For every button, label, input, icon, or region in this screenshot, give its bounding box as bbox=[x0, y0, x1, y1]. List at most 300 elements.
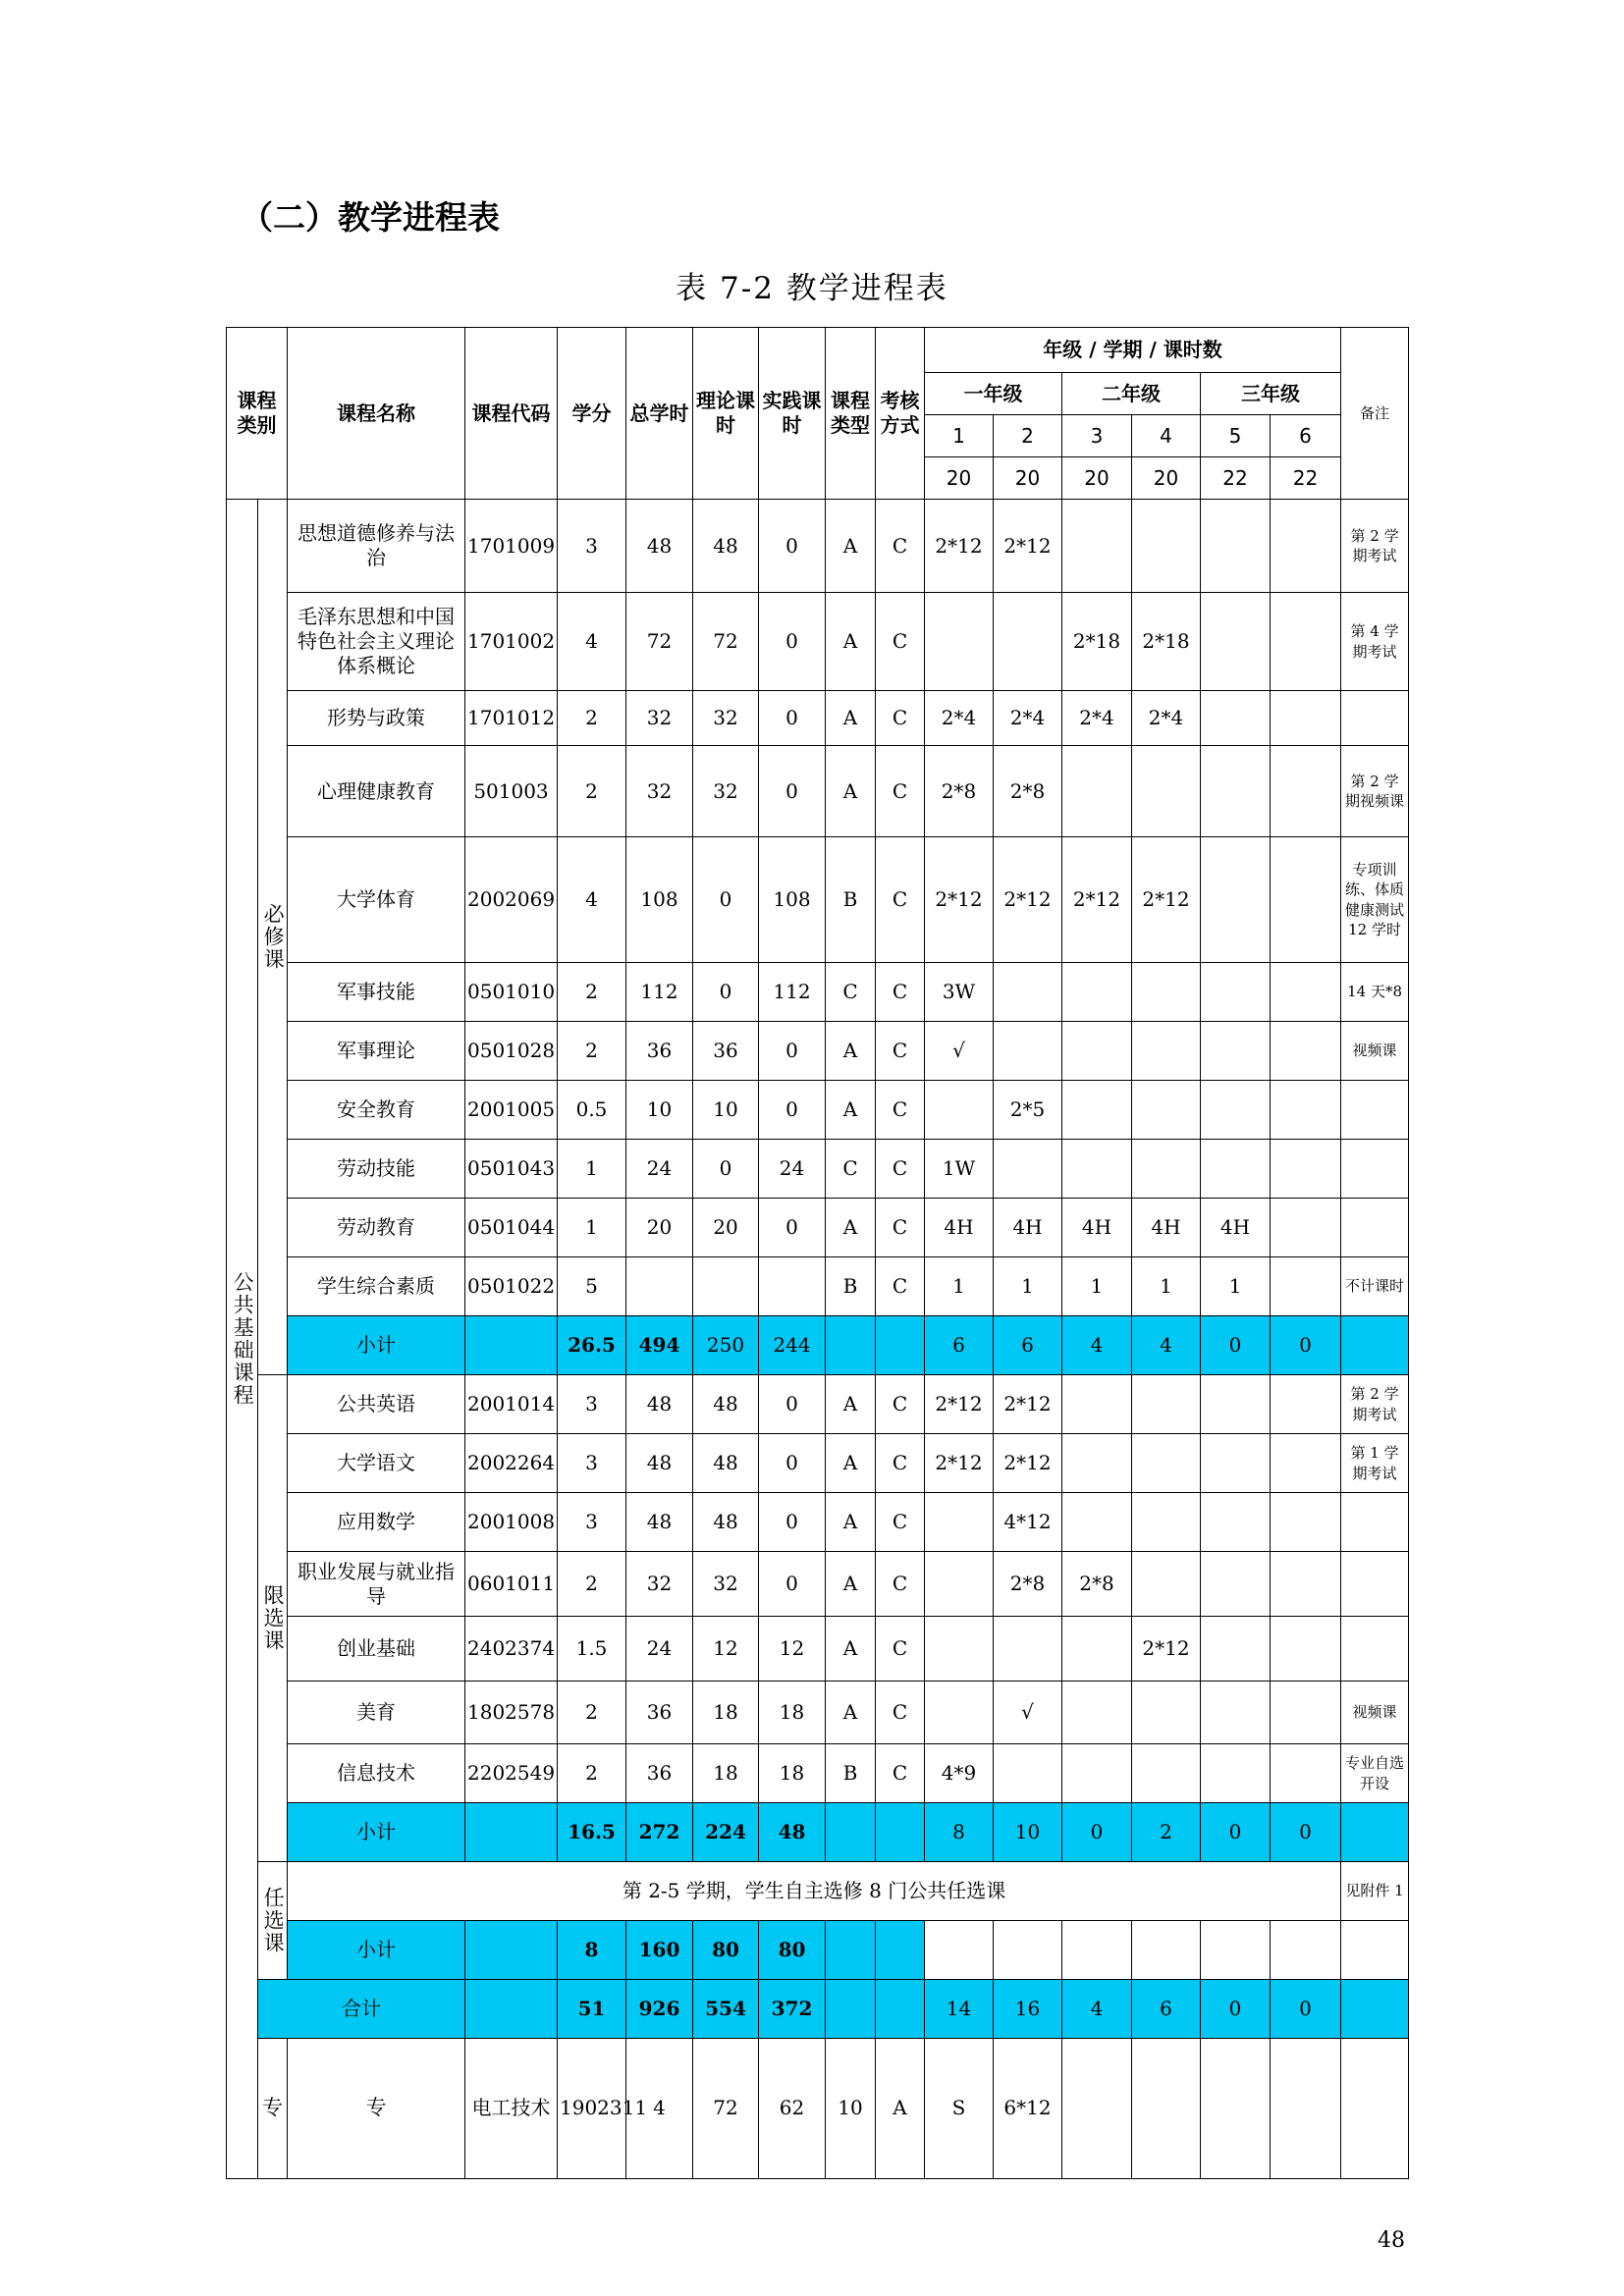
course-semester-5-l6 bbox=[1201, 1744, 1271, 1803]
course-semester-3-r7 bbox=[1062, 1081, 1132, 1140]
course-semester-6-l5 bbox=[1271, 1682, 1341, 1744]
header-name: 课程名称 bbox=[288, 328, 465, 500]
course-semester-5-l5 bbox=[1201, 1682, 1271, 1744]
course-theory-r8: 0 bbox=[693, 1140, 759, 1199]
course-note-r1: 第 4 学期考试 bbox=[1341, 593, 1409, 691]
course-semester-2-r0: 2*12 bbox=[994, 500, 1062, 593]
course-semester-4-l5 bbox=[1132, 1682, 1201, 1744]
course-note-r8 bbox=[1341, 1140, 1409, 1199]
grand-total-semester-3: 4 bbox=[1062, 1980, 1132, 2039]
course-note-l5: 视频课 bbox=[1341, 1682, 1409, 1744]
course-semester-5-r9: 4H bbox=[1201, 1199, 1271, 1257]
course-exam-r10: C bbox=[876, 1257, 925, 1316]
header-semester-3: 3 bbox=[1062, 415, 1132, 457]
table-row bbox=[227, 1199, 1409, 1257]
subtotal-semester-2-req: 6 bbox=[994, 1316, 1062, 1375]
course-type-l1: A bbox=[826, 1434, 876, 1493]
header-semester-4: 4 bbox=[1132, 415, 1201, 457]
course-practice-r8: 24 bbox=[759, 1140, 826, 1199]
header-course-type: 课程类型 bbox=[826, 328, 876, 500]
course-practice-m0: 10 bbox=[826, 2039, 876, 2179]
subtotal-semester-6-req: 0 bbox=[1271, 1316, 1341, 1375]
subtotal-type-ele bbox=[826, 1921, 876, 1980]
course-semester-5-l0 bbox=[1201, 1375, 1271, 1434]
course-code-r2: 1701012 bbox=[465, 691, 558, 746]
course-semester-3-l0 bbox=[1062, 1375, 1132, 1434]
course-theory-r2: 32 bbox=[693, 691, 759, 746]
course-credit-l4: 1.5 bbox=[558, 1617, 626, 1682]
course-code-l6: 2202549 bbox=[465, 1744, 558, 1803]
course-semester-6-r6 bbox=[1271, 1022, 1341, 1081]
course-semester-4-l2 bbox=[1132, 1493, 1201, 1552]
course-semester-5-r5 bbox=[1201, 963, 1271, 1022]
course-exam-r2: C bbox=[876, 691, 925, 746]
course-semester-5-l2 bbox=[1201, 1493, 1271, 1552]
course-note-r9 bbox=[1341, 1199, 1409, 1257]
course-total-r6: 36 bbox=[626, 1022, 693, 1081]
course-exam-l5: C bbox=[876, 1682, 925, 1744]
course-semester-1-r5: 3W bbox=[925, 963, 994, 1022]
course-semester-4-l1 bbox=[1132, 1434, 1201, 1493]
course-semester-6-r4 bbox=[1271, 837, 1341, 963]
course-total-l1: 48 bbox=[626, 1434, 693, 1493]
course-semester-2-l3: 2*8 bbox=[994, 1552, 1062, 1617]
course-practice-r4: 108 bbox=[759, 837, 826, 963]
grand-total-credit: 51 bbox=[558, 1980, 626, 2039]
course-practice-r0: 0 bbox=[759, 500, 826, 593]
course-credit-r6: 2 bbox=[558, 1022, 626, 1081]
table-row bbox=[227, 1617, 1409, 1682]
course-practice-r3: 0 bbox=[759, 746, 826, 837]
course-name-r9: 劳动教育 bbox=[288, 1199, 465, 1257]
course-semester-4-l4: 2*12 bbox=[1132, 1617, 1201, 1682]
course-name-r7: 安全教育 bbox=[288, 1081, 465, 1140]
subtotal-semester-5-req: 0 bbox=[1201, 1316, 1271, 1375]
table-row bbox=[227, 1257, 1409, 1316]
table-row bbox=[227, 837, 1409, 963]
subtotal-exam-req bbox=[876, 1316, 925, 1375]
course-type-r2: A bbox=[826, 691, 876, 746]
course-note-l4 bbox=[1341, 1617, 1409, 1682]
course-semester-3-r2: 2*4 bbox=[1062, 691, 1132, 746]
course-practice-l2: 0 bbox=[759, 1493, 826, 1552]
course-theory-r3: 32 bbox=[693, 746, 759, 837]
category-major: 专 bbox=[258, 2039, 288, 2179]
course-type-r0: A bbox=[826, 500, 876, 593]
course-name-l0: 公共英语 bbox=[288, 1375, 465, 1434]
course-semester-3-l4 bbox=[1062, 1617, 1132, 1682]
course-exam-l1: C bbox=[876, 1434, 925, 1493]
course-practice-l5: 18 bbox=[759, 1682, 826, 1744]
course-semester-3-l1 bbox=[1062, 1434, 1132, 1493]
subtotal-semester-5-lim: 0 bbox=[1201, 1803, 1271, 1862]
course-semester-2-r2: 2*4 bbox=[994, 691, 1062, 746]
course-exam-r1: C bbox=[876, 593, 925, 691]
subtotal-semester-3-lim: 0 bbox=[1062, 1803, 1132, 1862]
course-semester-3-r3 bbox=[1062, 746, 1132, 837]
subtotal-exam-ele bbox=[876, 1921, 925, 1980]
course-semester-6-r10 bbox=[1271, 1257, 1341, 1316]
course-credit-r0: 3 bbox=[558, 500, 626, 593]
course-credit-r5: 2 bbox=[558, 963, 626, 1022]
course-type-l6: B bbox=[826, 1744, 876, 1803]
course-theory-r6: 36 bbox=[693, 1022, 759, 1081]
header-semester-6: 6 bbox=[1271, 415, 1341, 457]
course-type-l0: A bbox=[826, 1375, 876, 1434]
course-semester-1-r9: 4H bbox=[925, 1199, 994, 1257]
course-semester-2-r6 bbox=[994, 1022, 1062, 1081]
course-name-r3: 心理健康教育 bbox=[288, 746, 465, 837]
course-name-r10: 学生综合素质 bbox=[288, 1257, 465, 1316]
grand-total-type bbox=[826, 1980, 876, 2039]
course-practice-l0: 0 bbox=[759, 1375, 826, 1434]
table-row bbox=[227, 963, 1409, 1022]
course-code-r8: 0501043 bbox=[465, 1140, 558, 1199]
course-practice-r2: 0 bbox=[759, 691, 826, 746]
course-semester-5-l4 bbox=[1201, 1617, 1271, 1682]
course-theory-r1: 72 bbox=[693, 593, 759, 691]
subtotal-type-req bbox=[826, 1316, 876, 1375]
table-row bbox=[227, 1552, 1409, 1617]
course-credit-r9: 1 bbox=[558, 1199, 626, 1257]
header-weeks-2: 20 bbox=[994, 457, 1062, 500]
course-code-r9: 0501044 bbox=[465, 1199, 558, 1257]
course-exam-r3: C bbox=[876, 746, 925, 837]
course-code-l3: 0601011 bbox=[465, 1552, 558, 1617]
course-credit-r4: 4 bbox=[558, 837, 626, 963]
course-semester-2-l2: 4*12 bbox=[994, 1493, 1062, 1552]
course-semester-2-r8 bbox=[994, 1140, 1062, 1199]
header-semester-1: 1 bbox=[925, 415, 994, 457]
table-row bbox=[227, 500, 1409, 593]
subtotal-theory-lim: 224 bbox=[693, 1803, 759, 1862]
course-semester-1-r10: 1 bbox=[925, 1257, 994, 1316]
course-total-r3: 32 bbox=[626, 746, 693, 837]
course-semester-1-l2 bbox=[925, 1493, 994, 1552]
subtotal-total-lim: 272 bbox=[626, 1803, 693, 1862]
grand-total-semester-1: 14 bbox=[925, 1980, 994, 2039]
subtotal-semester-2-lim: 10 bbox=[994, 1803, 1062, 1862]
course-semester-5-r4 bbox=[1201, 837, 1271, 963]
course-semester-3-r10: 1 bbox=[1062, 1257, 1132, 1316]
course-practice-r5: 112 bbox=[759, 963, 826, 1022]
course-semester-2-l0: 2*12 bbox=[994, 1375, 1062, 1434]
course-total-r10 bbox=[626, 1257, 693, 1316]
grand-total-exam bbox=[876, 1980, 925, 2039]
grand-total-semester-2: 16 bbox=[994, 1980, 1062, 2039]
grand-total-practice: 372 bbox=[759, 1980, 826, 2039]
header-code: 课程代码 bbox=[465, 328, 558, 500]
header-weeks-5: 22 bbox=[1201, 457, 1271, 500]
header-year2: 二年级 bbox=[1062, 373, 1201, 415]
course-code-l4: 2402374 bbox=[465, 1617, 558, 1682]
category-required: 必修课 bbox=[258, 500, 288, 1375]
course-theory-r0: 48 bbox=[693, 500, 759, 593]
course-type-l4: A bbox=[826, 1617, 876, 1682]
course-code-l5: 1802578 bbox=[465, 1682, 558, 1744]
subtotal-theory-ele: 80 bbox=[693, 1921, 759, 1980]
course-semester-3-m0 bbox=[1132, 2039, 1201, 2179]
course-semester-6-r3 bbox=[1271, 746, 1341, 837]
course-semester-1-l4 bbox=[925, 1617, 994, 1682]
course-theory-m0: 62 bbox=[759, 2039, 826, 2179]
subtotal-note-ele bbox=[1341, 1921, 1409, 1980]
table-row bbox=[227, 1081, 1409, 1140]
category-limited: 限选课 bbox=[258, 1375, 288, 1862]
course-semester-5-l1 bbox=[1201, 1434, 1271, 1493]
course-semester-4-r8 bbox=[1132, 1140, 1201, 1199]
course-practice-r10 bbox=[759, 1257, 826, 1316]
subtotal-semester-3-ele bbox=[1062, 1921, 1132, 1980]
course-total-m0: 72 bbox=[693, 2039, 759, 2179]
subtotal-semester-1-lim: 8 bbox=[925, 1803, 994, 1862]
course-total-r8: 24 bbox=[626, 1140, 693, 1199]
course-name-r8: 劳动技能 bbox=[288, 1140, 465, 1199]
subtotal-practice-ele: 80 bbox=[759, 1921, 826, 1980]
course-semester-2-r3: 2*8 bbox=[994, 746, 1062, 837]
course-semester-2-l6 bbox=[994, 1744, 1062, 1803]
course-semester-2-l4 bbox=[994, 1617, 1062, 1682]
course-semester-4-r5 bbox=[1132, 963, 1201, 1022]
course-semester-4-m0 bbox=[1201, 2039, 1271, 2179]
course-exam-r5: C bbox=[876, 963, 925, 1022]
course-semester-1-r7 bbox=[925, 1081, 994, 1140]
course-semester-5-r6 bbox=[1201, 1022, 1271, 1081]
course-exam-l4: C bbox=[876, 1617, 925, 1682]
course-practice-r7: 0 bbox=[759, 1081, 826, 1140]
course-semester-6-m0 bbox=[1341, 2039, 1409, 2179]
course-semester-1-l1: 2*12 bbox=[925, 1434, 994, 1493]
course-credit-l6: 2 bbox=[558, 1744, 626, 1803]
course-type-l2: A bbox=[826, 1493, 876, 1552]
course-exam-r7: C bbox=[876, 1081, 925, 1140]
subtotal-semester-1-ele bbox=[925, 1921, 994, 1980]
header-exam-method: 考核方式 bbox=[876, 328, 925, 500]
elective-note: 见附件 1 bbox=[1341, 1862, 1409, 1921]
subtotal-label-lim: 小计 bbox=[288, 1803, 465, 1862]
category-public-basic: 公共基础课程 bbox=[227, 500, 258, 2179]
course-semester-4-r10: 1 bbox=[1132, 1257, 1201, 1316]
grand-total-semester-6: 0 bbox=[1271, 1980, 1341, 2039]
course-total-l3: 32 bbox=[626, 1552, 693, 1617]
course-semester-2-r1 bbox=[994, 593, 1062, 691]
course-note-r2 bbox=[1341, 691, 1409, 746]
table-row bbox=[227, 746, 1409, 837]
subtotal-semester-6-ele bbox=[1271, 1921, 1341, 1980]
course-note-r0: 第 2 学期考试 bbox=[1341, 500, 1409, 593]
course-code-l1: 2002264 bbox=[465, 1434, 558, 1493]
course-name-r4: 大学体育 bbox=[288, 837, 465, 963]
course-type-r1: A bbox=[826, 593, 876, 691]
course-semester-1-m0: 6*12 bbox=[994, 2039, 1062, 2179]
course-semester-4-l6 bbox=[1132, 1744, 1201, 1803]
subtotal-note-lim bbox=[1341, 1803, 1409, 1862]
page-number: 48 bbox=[1378, 2228, 1405, 2253]
course-semester-4-l0 bbox=[1132, 1375, 1201, 1434]
course-semester-1-l0: 2*12 bbox=[925, 1375, 994, 1434]
course-semester-2-r9: 4H bbox=[994, 1199, 1062, 1257]
table-row bbox=[227, 1140, 1409, 1199]
course-code-r3: 501003 bbox=[465, 746, 558, 837]
course-exam-r0: C bbox=[876, 500, 925, 593]
subtotal-semester-2-ele bbox=[994, 1921, 1062, 1980]
course-semester-6-l0 bbox=[1271, 1375, 1341, 1434]
grand-total-code bbox=[465, 1980, 558, 2039]
course-semester-2-m0 bbox=[1062, 2039, 1132, 2179]
subtotal-code-lim bbox=[465, 1803, 558, 1862]
course-semester-2-r10: 1 bbox=[994, 1257, 1062, 1316]
course-semester-5-l3 bbox=[1201, 1552, 1271, 1617]
subtotal-exam-lim bbox=[876, 1803, 925, 1862]
course-semester-6-l4 bbox=[1271, 1617, 1341, 1682]
course-code-r4: 2002069 bbox=[465, 837, 558, 963]
course-code-r7: 2001005 bbox=[465, 1081, 558, 1140]
table-caption: 表 7-2 教学进程表 bbox=[676, 271, 948, 306]
header-weeks-6: 22 bbox=[1271, 457, 1341, 500]
course-semester-4-r3 bbox=[1132, 746, 1201, 837]
header-year1: 一年级 bbox=[925, 373, 1062, 415]
subtotal-note-req bbox=[1341, 1316, 1409, 1375]
subtotal-semester-4-lim: 2 bbox=[1132, 1803, 1201, 1862]
course-theory-l5: 18 bbox=[693, 1682, 759, 1744]
course-name-l2: 应用数学 bbox=[288, 1493, 465, 1552]
course-theory-l6: 18 bbox=[693, 1744, 759, 1803]
table-row bbox=[227, 593, 1409, 691]
course-code-r6: 0501028 bbox=[465, 1022, 558, 1081]
course-type-m0: A bbox=[876, 2039, 925, 2179]
course-semester-1-l3 bbox=[925, 1552, 994, 1617]
header-year3: 三年级 bbox=[1201, 373, 1341, 415]
course-name-l3: 职业发展与就业指导 bbox=[288, 1552, 465, 1617]
course-type-r3: A bbox=[826, 746, 876, 837]
subtotal-semester-1-req: 6 bbox=[925, 1316, 994, 1375]
grand-total-label: 合计 bbox=[258, 1980, 465, 2039]
header-weeks-3: 20 bbox=[1062, 457, 1132, 500]
course-total-l5: 36 bbox=[626, 1682, 693, 1744]
course-theory-l1: 48 bbox=[693, 1434, 759, 1493]
subtotal-semester-6-lim: 0 bbox=[1271, 1803, 1341, 1862]
course-type-l5: A bbox=[826, 1682, 876, 1744]
course-note-r4: 专项训练、体质健康测试 12 学时 bbox=[1341, 837, 1409, 963]
course-name-m0: 电工技术 bbox=[465, 2039, 558, 2179]
course-note-l6: 专业自选开设 bbox=[1341, 1744, 1409, 1803]
course-practice-r9: 0 bbox=[759, 1199, 826, 1257]
table-row bbox=[227, 1434, 1409, 1493]
course-semester-4-r2: 2*4 bbox=[1132, 691, 1201, 746]
subtotal-type-lim bbox=[826, 1803, 876, 1862]
course-semester-3-r0 bbox=[1062, 500, 1132, 593]
table-row bbox=[227, 1682, 1409, 1744]
course-semester-6-l2 bbox=[1271, 1493, 1341, 1552]
course-semester-3-l2 bbox=[1062, 1493, 1132, 1552]
header-theory-hours: 理论课时 bbox=[693, 328, 759, 500]
course-name-l4: 创业基础 bbox=[288, 1617, 465, 1682]
course-practice-r1: 0 bbox=[759, 593, 826, 691]
course-credit-l1: 3 bbox=[558, 1434, 626, 1493]
course-semester-3-r8 bbox=[1062, 1140, 1132, 1199]
subtotal-total-ele: 160 bbox=[626, 1921, 693, 1980]
course-semester-1-r1 bbox=[925, 593, 994, 691]
course-type-r7: A bbox=[826, 1081, 876, 1140]
course-name-r2: 形势与政策 bbox=[288, 691, 465, 746]
course-exam-r4: C bbox=[876, 837, 925, 963]
course-semester-4-r6 bbox=[1132, 1022, 1201, 1081]
subtotal-total-req: 494 bbox=[626, 1316, 693, 1375]
course-semester-5-m0 bbox=[1271, 2039, 1341, 2179]
course-credit-r8: 1 bbox=[558, 1140, 626, 1199]
course-name-r5: 军事技能 bbox=[288, 963, 465, 1022]
course-code-m0: 1902311 bbox=[558, 2039, 626, 2179]
course-name-r0: 思想道德修养与法治 bbox=[288, 500, 465, 593]
course-name-l1: 大学语文 bbox=[288, 1434, 465, 1493]
grand-total-total: 926 bbox=[626, 1980, 693, 2039]
course-semester-1-r0: 2*12 bbox=[925, 500, 994, 593]
course-note-l2 bbox=[1341, 1493, 1409, 1552]
subtotal-practice-req: 244 bbox=[759, 1316, 826, 1375]
course-semester-2-l5: √ bbox=[994, 1682, 1062, 1744]
header-remarks: 备注 bbox=[1341, 328, 1409, 500]
course-total-r4: 108 bbox=[626, 837, 693, 963]
course-name-r1: 毛泽东思想和中国特色社会主义理论体系概论 bbox=[288, 593, 465, 691]
course-total-l0: 48 bbox=[626, 1375, 693, 1434]
course-semester-5-r1 bbox=[1201, 593, 1271, 691]
course-exam-l2: C bbox=[876, 1493, 925, 1552]
course-credit-r2: 2 bbox=[558, 691, 626, 746]
course-note-l1: 第 1 学期考试 bbox=[1341, 1434, 1409, 1493]
header-grade-semester-hours: 年级 / 学期 / 课时数 bbox=[925, 328, 1341, 373]
course-credit-r7: 0.5 bbox=[558, 1081, 626, 1140]
course-exam-r6: C bbox=[876, 1022, 925, 1081]
course-note-r3: 第 2 学期视频课 bbox=[1341, 746, 1409, 837]
subtotal-code-ele bbox=[465, 1921, 558, 1980]
header-semester-2: 2 bbox=[994, 415, 1062, 457]
course-total-l2: 48 bbox=[626, 1493, 693, 1552]
course-semester-1-l6: 4*9 bbox=[925, 1744, 994, 1803]
course-note-l3 bbox=[1341, 1552, 1409, 1617]
course-semester-3-l3: 2*8 bbox=[1062, 1552, 1132, 1617]
table-row bbox=[227, 1022, 1409, 1081]
course-semester-3-r5 bbox=[1062, 963, 1132, 1022]
course-exam-l0: C bbox=[876, 1375, 925, 1434]
header-weeks-1: 20 bbox=[925, 457, 994, 500]
course-note-r10: 不计课时 bbox=[1341, 1257, 1409, 1316]
course-semester-4-l3 bbox=[1132, 1552, 1201, 1617]
course-practice-l4: 12 bbox=[759, 1617, 826, 1682]
course-theory-r7: 10 bbox=[693, 1081, 759, 1140]
course-code-l0: 2001014 bbox=[465, 1375, 558, 1434]
course-theory-r5: 0 bbox=[693, 963, 759, 1022]
course-exam-r8: C bbox=[876, 1140, 925, 1199]
grand-total-semester-4: 6 bbox=[1132, 1980, 1201, 2039]
course-semester-3-r6 bbox=[1062, 1022, 1132, 1081]
course-practice-r6: 0 bbox=[759, 1022, 826, 1081]
course-exam-l3: C bbox=[876, 1552, 925, 1617]
course-theory-r9: 20 bbox=[693, 1199, 759, 1257]
course-credit-r3: 2 bbox=[558, 746, 626, 837]
table-row bbox=[227, 1493, 1409, 1552]
course-semester-6-r1 bbox=[1271, 593, 1341, 691]
course-semester-6-r2 bbox=[1271, 691, 1341, 746]
course-note-r7 bbox=[1341, 1081, 1409, 1140]
course-name-l6: 信息技术 bbox=[288, 1744, 465, 1803]
course-type-r6: A bbox=[826, 1022, 876, 1081]
course-semester-6-r8 bbox=[1271, 1140, 1341, 1199]
course-semester-5-r8 bbox=[1201, 1140, 1271, 1199]
course-type-r10: B bbox=[826, 1257, 876, 1316]
subtotal-label-ele: 小计 bbox=[288, 1921, 465, 1980]
course-credit-l0: 3 bbox=[558, 1375, 626, 1434]
course-credit-l3: 2 bbox=[558, 1552, 626, 1617]
